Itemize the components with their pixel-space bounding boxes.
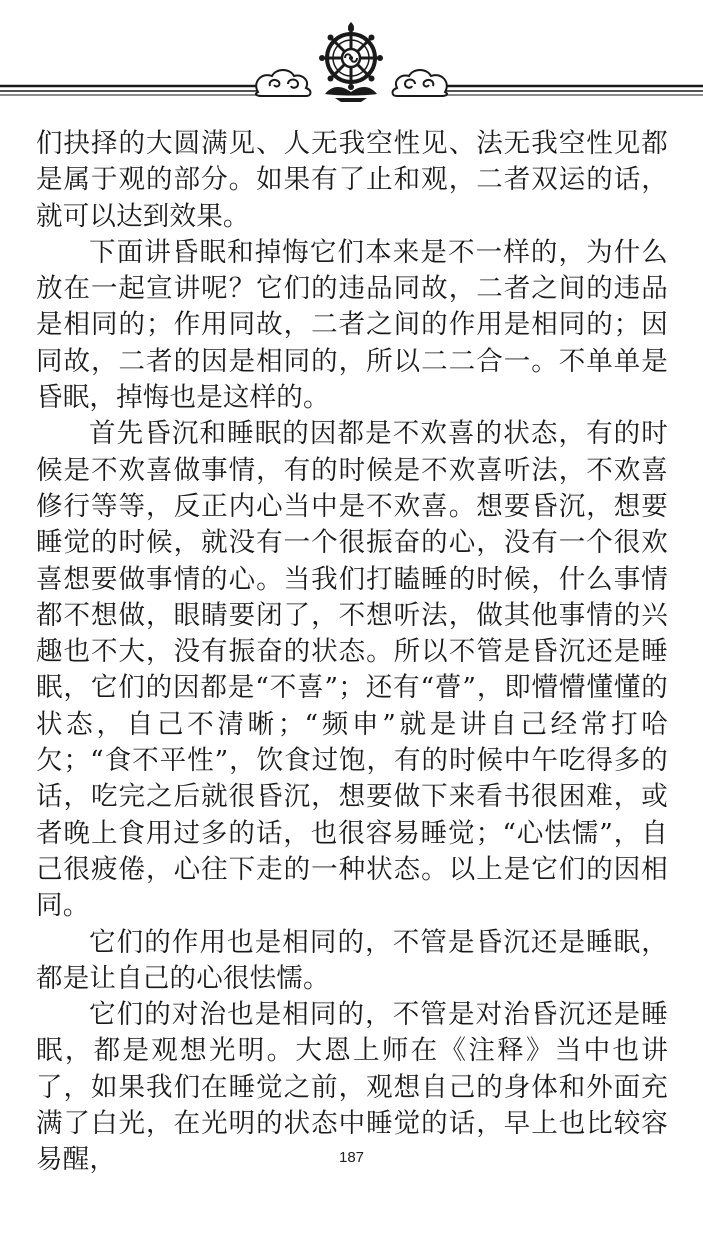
paragraph: 下面讲昏眠和掉悔它们本来是不一样的，为什么放在一起宣讲呢？它们的违品同故，二者之间的违品是相同的；作用同故，二者之间的作用是相同的；因同故，二者的因是相同的，所以二二合一。不单单是昏眠，掉悔也是这样的。 — [36, 236, 668, 414]
paragraph: 它们的对治也是相同的，不管是对治昏沉还是睡眠，都是观想光明。大恩上师在《注释》当中也讲了，如果我们在睡觉之前，观想自己的身体和外面充满了白光，在光明的状态中睡觉的话，早上也比较容易醒， — [36, 999, 668, 1176]
paragraph: 们抉择的大圆满见、人无我空性见、法无我空性见都是属于观的部分。如果有了止和观，二者双运的话，就可以达到效果。 — [36, 128, 668, 232]
header-rule-left — [0, 86, 285, 95]
paragraph: 首先昏沉和睡眠的因都是不欢喜的状态，有的时候是不欢喜做事情，有的时候是不欢喜听法，不欢喜修行等等，反正内心当中是不欢喜。想要昏沉，想要睡觉的时候，就没有一个很振奋的心，没有一个很欢喜想要做事情的心。当我们打瞌睡的时候，什么事情都不想做，眼睛要闭了，不想听法，做其他事情的兴趣也不大，没有振奋的状态。所以不管是昏沉还是睡眠，它们的因都是“不喜”；还有“瞢”，即懵懵懂懂的状态，自己不清晰；“频申”就是讲自己经常打哈欠；“食不平性”，饮食过饱，有的时候中午吃得多的话，吃完之后就很昏沉，想要做下来看书很困难，或者晚上食用过多的话，也很容易睡觉；“心怯懦”，自己很疲倦，心往下走的一种状态。以上是它们的因相同。 — [36, 418, 668, 922]
paragraph: 它们的作用也是相同的，不管是昏沉还是睡眠，都是让自己的心很怯懦。 — [36, 926, 668, 994]
header-ornament — [0, 0, 703, 110]
page-header — [0, 0, 703, 110]
header-rule-right — [418, 86, 703, 95]
cloud-scroll-right-icon — [393, 70, 448, 96]
page-number: 187 — [338, 1149, 365, 1166]
dharma-wheel-icon — [319, 22, 383, 102]
text-body — [36, 126, 668, 1179]
cloud-scroll-left-icon — [256, 70, 311, 96]
